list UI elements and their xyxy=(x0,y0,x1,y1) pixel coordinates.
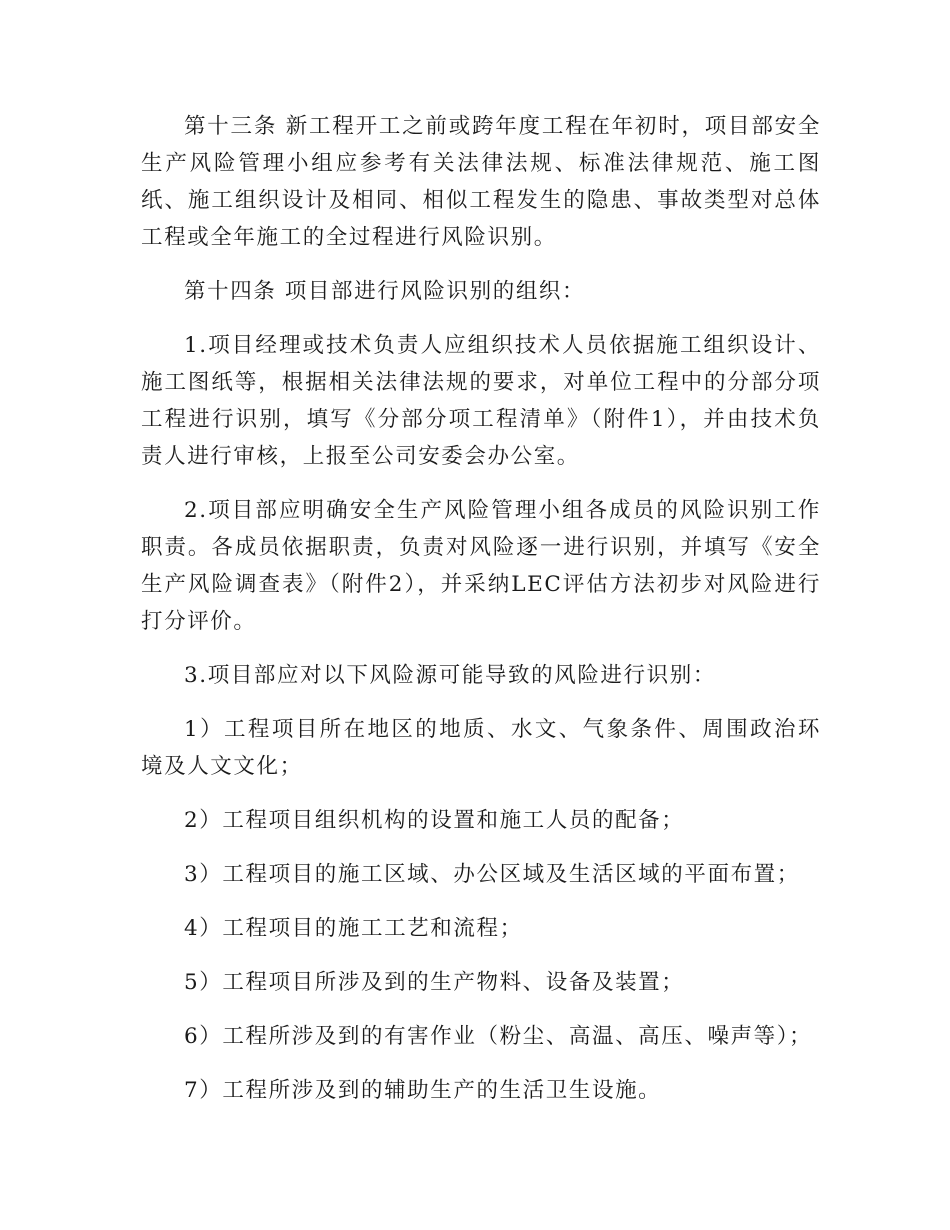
list-item-risk-source-5: 5）工程项目所涉及到的生产物料、设备及装置； xyxy=(184,970,685,995)
paragraph-article-13: 第十三条 新工程开工之前或跨年度工程在年初时，项目部安全生产风险管理小组应参考有关法律法规、标准法律规范、施工图纸、施工组织设计及相同、相似工程发生的隐患、事故类型对总体工程或全年施工的全过程进行风险识别。 xyxy=(141,114,821,250)
list-item-risk-source-1: 1）工程项目所在地区的地质、水文、气象条件、周围政治环境及人文文化； xyxy=(141,717,821,779)
document-body xyxy=(141,108,821,1126)
list-item-risk-source-6: 6）工程所涉及到的有害作业（粉尘、高温、高压、噪声等）； xyxy=(184,1024,813,1049)
list-item-risk-source-2: 2）工程项目组织机构的设置和施工人员的配备； xyxy=(184,808,685,833)
paragraph-item-1: 1.项目经理或技术负责人应组织技术人员依据施工组织设计、施工图纸等，根据相关法律法规的要求，对单位工程中的分部分项工程进行识别，填写《分部分项工程清单》（附件1），并由技术负责人进行审核，上报至公司安委会办公室。 xyxy=(141,333,821,469)
list-item-risk-source-3: 3）工程项目的施工区域、办公区域及生活区域的平面布置； xyxy=(184,862,800,887)
list-item-risk-source-4: 4）工程项目的施工工艺和流程； xyxy=(184,916,523,941)
paragraph-item-2: 2.项目部应明确安全生产风险管理小组各成员的风险识别工作职责。各成员依据职责，负责对风险逐一进行识别，并填写《安全生产风险调查表》（附件2），并采纳LEC评估方法初步对风险进行打分评价。 xyxy=(141,498,821,634)
paragraph-article-14: 第十四条 项目部进行风险识别的组织： xyxy=(184,279,586,304)
list-item-risk-source-7: 7）工程所涉及到的辅助生产的生活卫生设施。 xyxy=(184,1078,662,1103)
paragraph-item-3: 3.项目部应对以下风险源可能导致的风险进行识别： xyxy=(184,663,716,688)
